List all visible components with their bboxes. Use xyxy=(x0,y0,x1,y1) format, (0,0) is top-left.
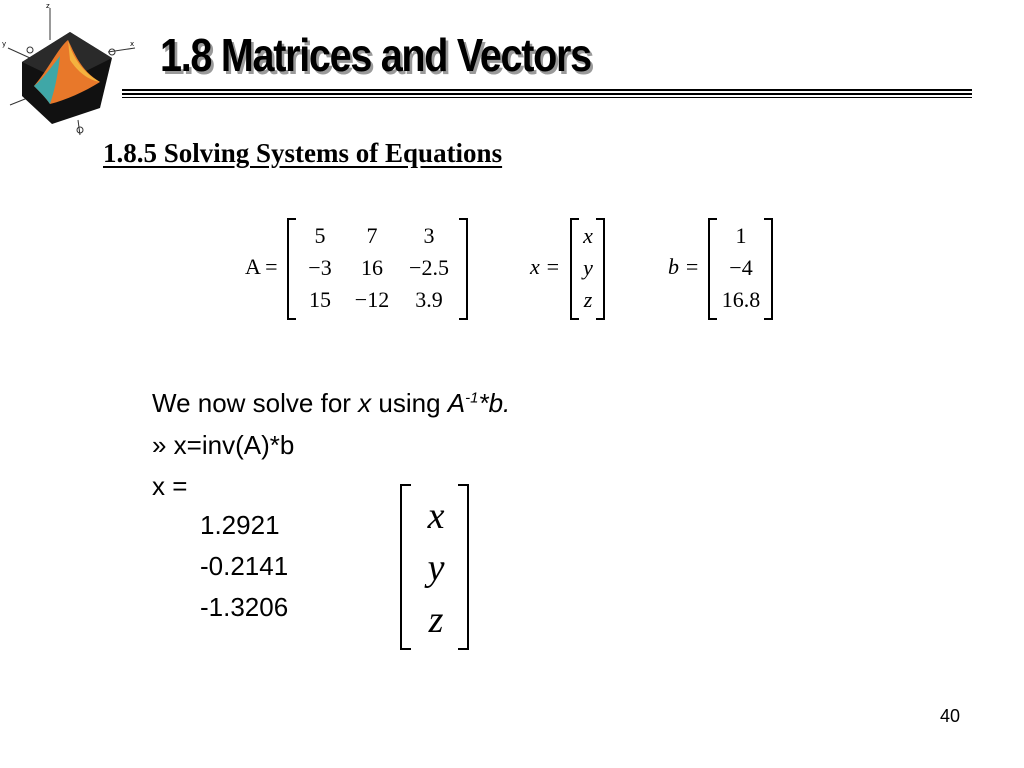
matrix-A-cell: −12 xyxy=(354,287,390,312)
vector-x-cell: z xyxy=(583,287,593,312)
result-vector-cell: z xyxy=(428,599,444,641)
matrix-A-cell: −3 xyxy=(308,255,332,280)
matrix-A-grid xyxy=(297,220,457,316)
vector-x-label: x = xyxy=(530,254,561,279)
vector-x-equation xyxy=(530,218,610,322)
matrix-A-label: A = xyxy=(245,254,278,279)
matrix-A-cell: 3.9 xyxy=(415,287,443,312)
matlab-command: » x=inv(A)*b xyxy=(152,430,295,460)
matrix-A-cell: 3 xyxy=(423,223,435,248)
vector-x-cell: x xyxy=(583,223,593,248)
matrix-A-cell: 7 xyxy=(366,223,378,248)
result-value: 1.2921 xyxy=(200,510,280,540)
matrix-A-cell: −2.5 xyxy=(409,255,449,280)
vector-b-cell: −4 xyxy=(729,255,753,280)
matrix-A-cell: 5 xyxy=(314,223,326,248)
result-vector xyxy=(400,484,472,650)
matrix-A-cell: 15 xyxy=(309,287,331,312)
title-divider xyxy=(122,89,972,98)
slide-title: 1.8 Matrices and Vectors xyxy=(160,29,591,81)
result-vector-cell: x xyxy=(427,495,445,537)
svg-text:y: y xyxy=(2,40,7,48)
matlab-logo-icon xyxy=(0,0,140,140)
vector-b-cell: 16.8 xyxy=(721,287,761,312)
vector-b-cell: 1 xyxy=(735,223,747,248)
vector-b-label: b = xyxy=(668,254,700,279)
solve-description: We now solve for x using $A^{-1}*b$. xyxy=(152,388,511,418)
vector-b-equation xyxy=(668,218,778,322)
result-vector-cell: y xyxy=(427,547,445,589)
svg-text:z: z xyxy=(46,2,50,10)
vector-x-cell: y xyxy=(583,255,593,280)
section-subtitle: 1.8.5 Solving Systems of Equations xyxy=(103,138,503,168)
result-label: x = xyxy=(152,471,188,501)
matrix-A-equation xyxy=(245,218,475,322)
matrix-A-cell: 16 xyxy=(361,255,383,280)
svg-text:x: x xyxy=(130,40,135,48)
result-value: -0.2141 xyxy=(200,551,289,581)
result-value: -1.3206 xyxy=(200,592,289,622)
page-number: 40 xyxy=(940,706,961,726)
